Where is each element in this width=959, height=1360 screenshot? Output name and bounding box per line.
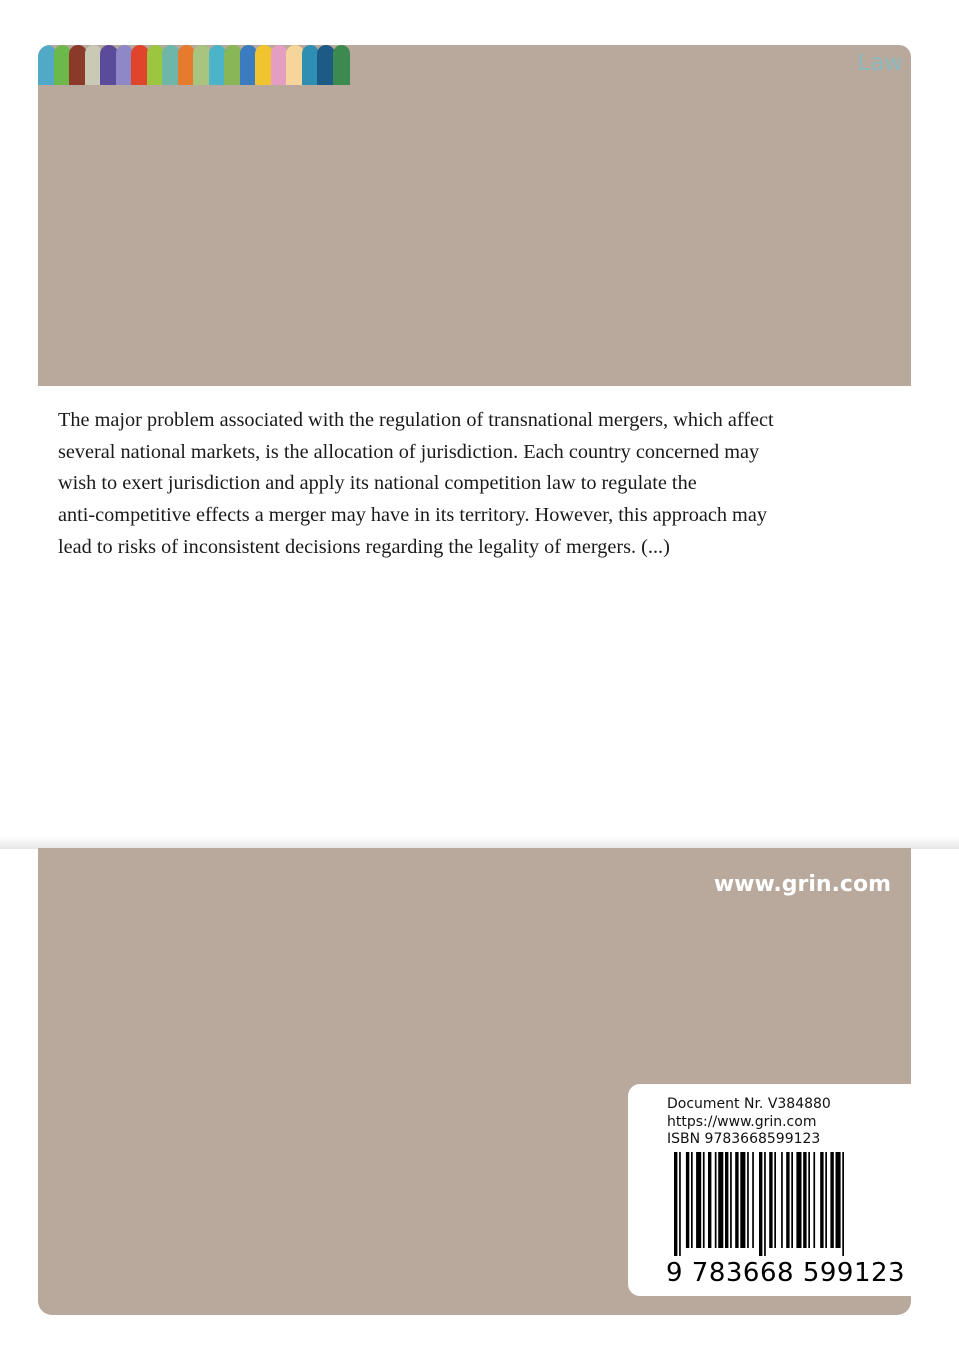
color-stripe [131,45,149,85]
barcode-bar [774,1152,776,1248]
blurb-line: anti-competitive effects a merger may have in its territory. However, this approach may [58,504,767,527]
book-blurb [58,405,908,564]
barcode-bar [674,1152,677,1256]
barcode-bar [820,1152,823,1248]
blurb-line: The major problem associated with the regulation of transnational mergers, which affect [58,409,774,431]
barcode-bar [718,1152,723,1248]
color-stripe [333,45,351,85]
barcode-bar [735,1152,738,1248]
color-stripes [38,45,348,85]
website-label: www.grin.com [713,872,891,897]
color-stripe [224,45,242,85]
barcode-bar [730,1152,732,1248]
isbn-text: ISBN 9783668599123 [667,1131,821,1148]
color-stripe [317,45,335,85]
color-stripe [255,45,273,85]
barcode-bar [803,1152,806,1248]
barcode-bar [786,1152,789,1248]
barcode-bar [715,1152,717,1248]
barcode-bar [747,1152,749,1248]
color-stripe [38,45,56,85]
barcode-bar [752,1152,754,1248]
barcode-bar [725,1152,728,1248]
barcode-bar [791,1152,793,1248]
document-url: https://www.grin.com [667,1113,817,1130]
document-meta [667,1096,831,1149]
barcode-bar [769,1152,772,1248]
barcode-bar [842,1152,844,1256]
barcode-bar [708,1152,711,1248]
barcode-bar [825,1152,827,1248]
color-stripe [162,45,180,85]
barcode-bar [830,1152,833,1248]
color-stripe [286,45,304,85]
color-stripe [100,45,118,85]
barcode-bar [781,1152,783,1248]
barcode-bar [691,1152,693,1248]
barcode-bar [808,1152,810,1248]
barcode-bar [703,1152,705,1248]
cover-bottom-panel [38,848,911,1315]
barcode-bar [764,1152,766,1256]
cover-top-panel [38,45,911,386]
barcode-bar [686,1152,689,1248]
barcode-digits: 9 783668 599123 [666,1258,906,1288]
blurb-line: lead to risks of inconsistent decisions regarding the legality of mergers. (...) [58,535,670,558]
barcode-bar [696,1152,701,1248]
blurb-line: several national markets, is the allocation of jurisdiction. Each country concerned may [58,440,760,463]
barcode-bar [836,1152,841,1248]
barcode-box [628,1084,911,1296]
document-number: Document Nr. V384880 [667,1096,831,1112]
category-label: Law [857,50,903,76]
barcode-bar [679,1152,681,1256]
barcode-bar [796,1152,801,1248]
blurb-line: wish to exert jurisdiction and apply its national competition law to regulate the [58,472,697,495]
barcode-image [674,1152,890,1256]
barcode-bar [740,1152,745,1248]
barcode-bar [813,1152,815,1248]
color-stripe [193,45,211,85]
barcode-bar [759,1152,762,1256]
color-stripe [69,45,87,85]
